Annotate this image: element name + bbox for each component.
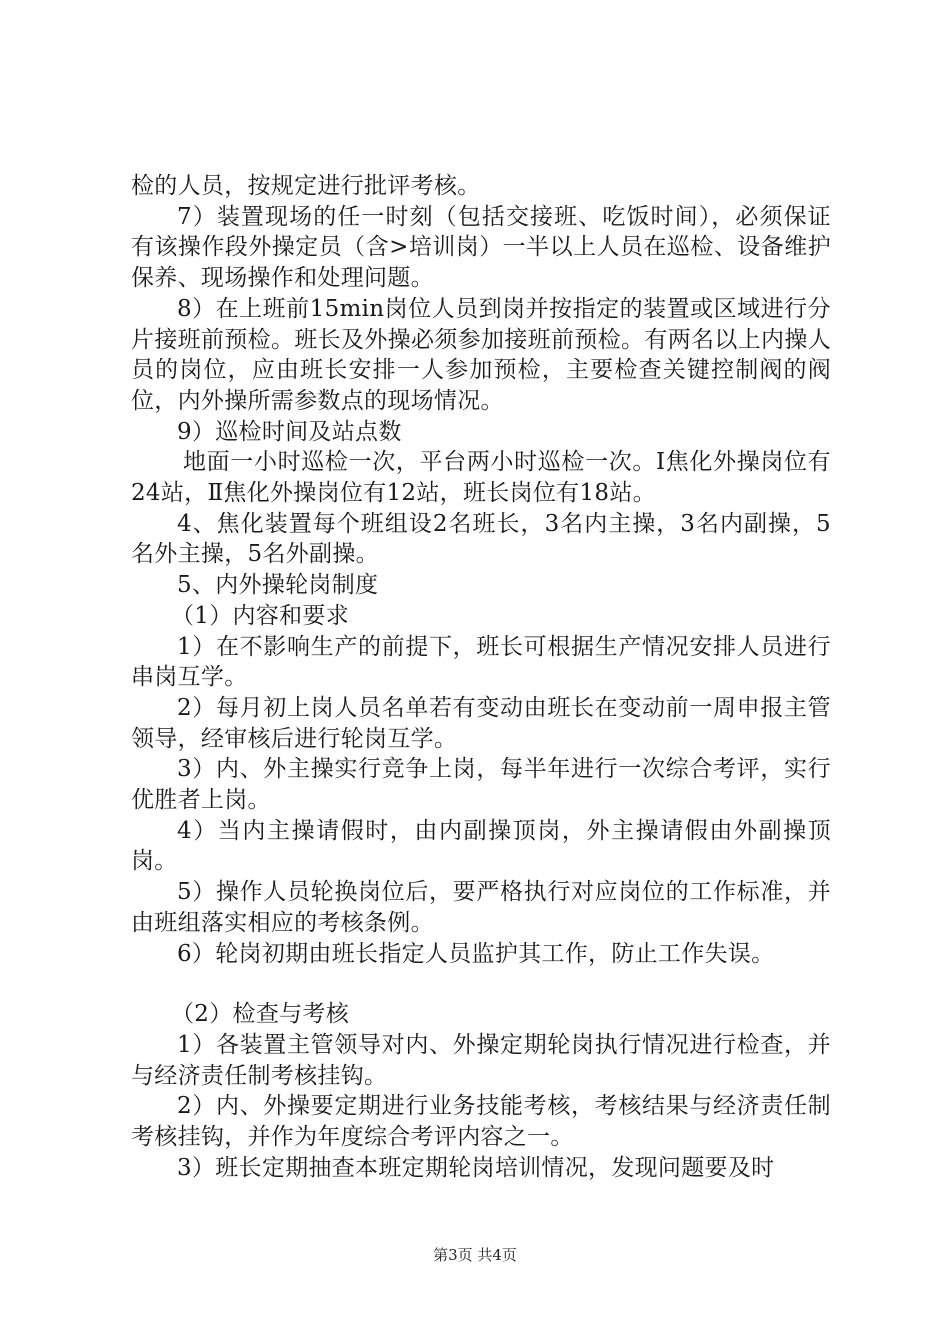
- paragraph: 4、焦化装置每个班组设2名班长，3名内主操，3名内副操，5名外主操，5名外副操。: [131, 510, 831, 568]
- paragraph: 6）轮岗初期由班长指定人员监护其工作，防止工作失误。: [177, 940, 775, 967]
- paragraph: 3）内、外主操实行竞争上岗，每半年进行一次综合考评，实行优胜者上岗。: [131, 756, 831, 814]
- paragraph: 地面一小时巡检一次，平台两小时巡检一次。Ⅰ焦化外操岗位有24站，Ⅱ焦化外操岗位有12站，班长岗位有18站。: [131, 449, 831, 507]
- blank-line: [131, 969, 831, 999]
- document-body: [131, 171, 831, 1184]
- paragraph: 5）操作人员轮换岗位后，要严格执行对应岗位的工作标准，并由班组落实相应的考核条例。: [131, 879, 831, 936]
- paragraph: 2）每月初上岗人员名单若有变动由班长在变动前一周申报主管领导，经审核后进行轮岗互学。: [131, 694, 831, 752]
- subsection-heading: （2）检查与考核: [171, 1001, 350, 1028]
- paragraph: 2）内、外操要定期进行业务技能考核，考核结果与经济责任制考核挂钩，并作为年度综合考评内容之一。: [131, 1093, 831, 1151]
- paragraph: 1）各装置主管领导对内、外操定期轮岗执行情况进行检查，并与经济责任制考核挂钩。: [131, 1031, 831, 1089]
- paragraph: 9）巡检时间及站点数: [177, 418, 402, 445]
- page-number-footer: 第3页 共4页: [433, 1246, 517, 1264]
- subsection-heading: （1）内容和要求: [171, 602, 350, 629]
- paragraph: 3）班长定期抽查本班定期轮岗培训情况，发现问题要及时: [177, 1154, 775, 1181]
- paragraph: 4）当内主操请假时，由内副操顶岗，外主操请假由外副操顶岗。: [131, 817, 831, 875]
- paragraph: 检的人员，按规定进行批评考核。: [131, 173, 481, 199]
- paragraph: 1）在不影响生产的前提下，班长可根据生产情况安排人员进行串岗互学。: [131, 633, 831, 691]
- paragraph: 7）装置现场的任一时刻（包括交接班、吃饭时间），必须保证有该操作段外操定员（含>培训岗）一半以上人员在巡检、设备维护保养、现场操作和处理问题。: [131, 203, 831, 292]
- section-heading: 5、内外操轮岗制度: [177, 572, 379, 599]
- paragraph: 8）在上班前15min岗位人员到岗并按指定的装置或区域进行分片接班前预检。班长及外操必须参加接班前预检。有两名以上内操人员的岗位，应由班长安排一人参加预检，主要检查关键控制阀的阀位，内外操所需参数点的现场情况。: [131, 295, 831, 414]
